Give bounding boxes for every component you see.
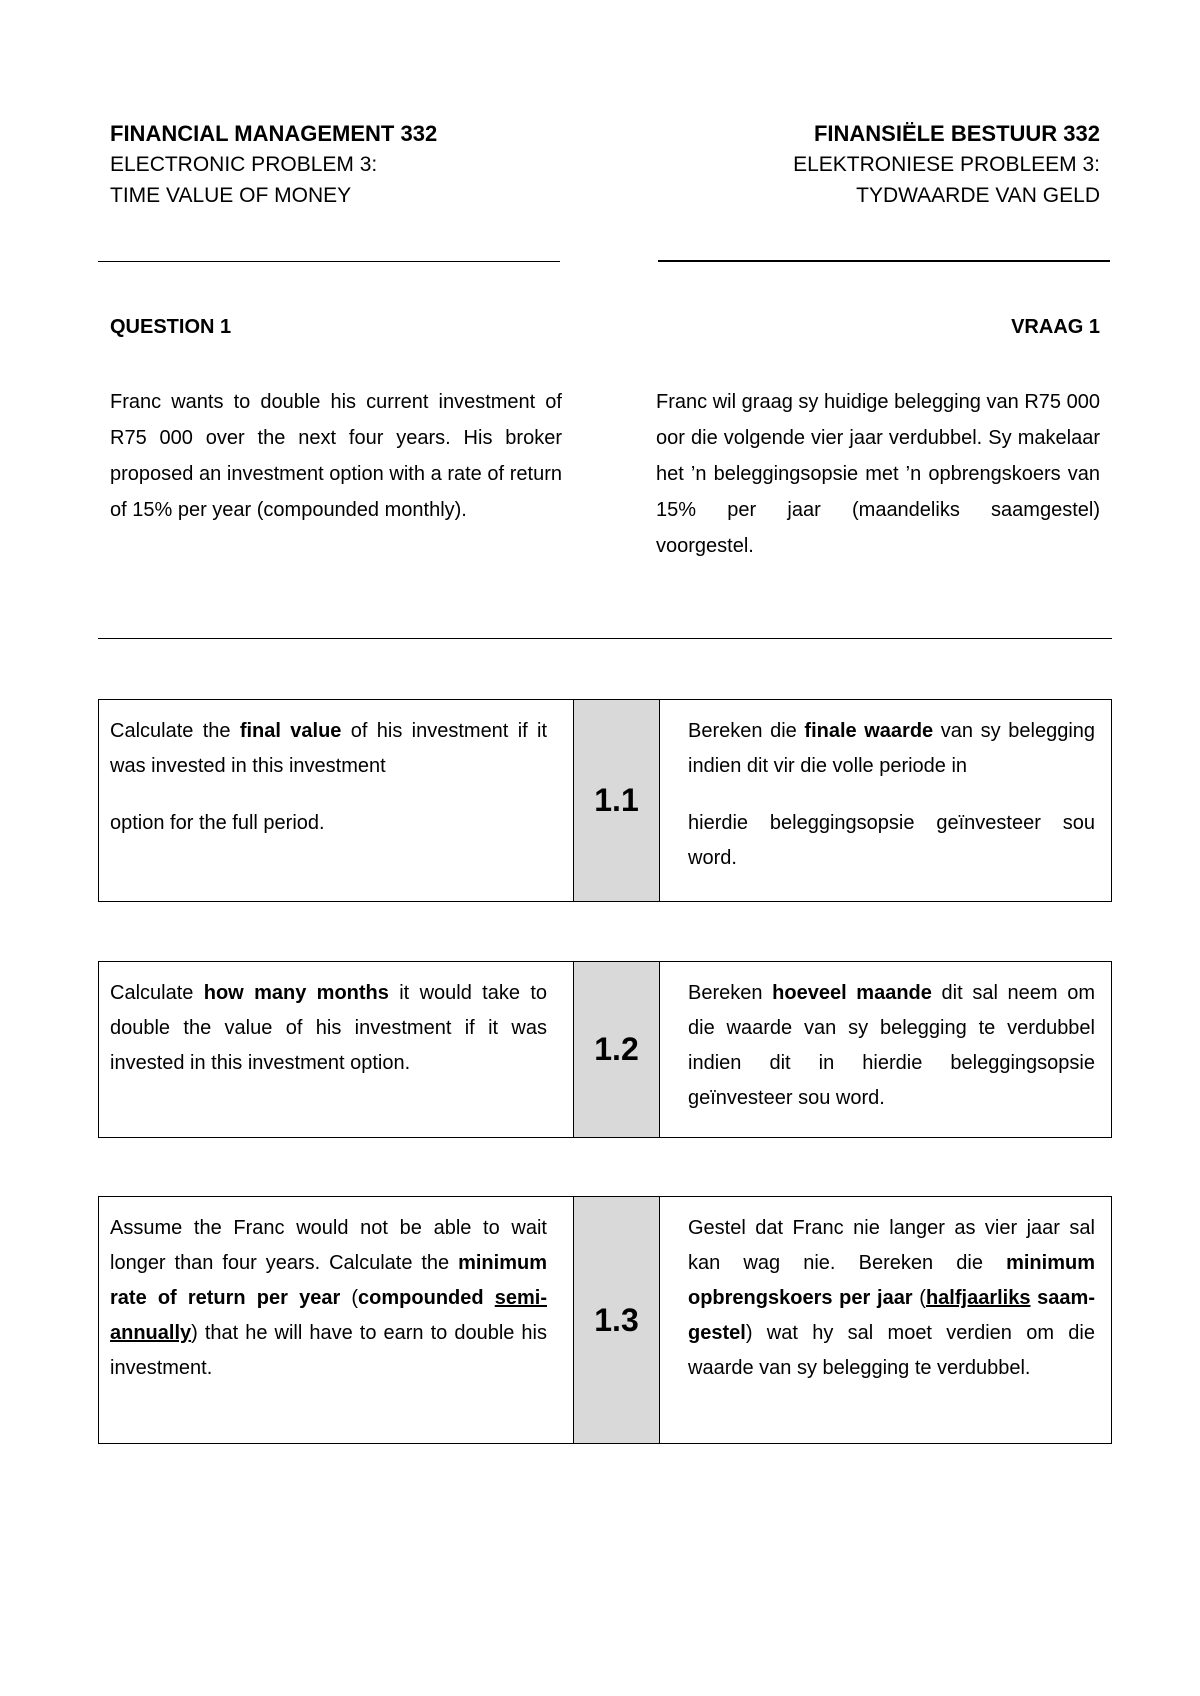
question-cell-en [99, 962, 574, 1137]
question-text-en: Assume the Franc would not be able to wait longer than four years. Calculate the minimum rate of return per year (compounded semi-annually) that he will have to earn to double his investment. [110, 1217, 547, 1379]
question-cell-en [99, 700, 574, 901]
question-text-en-cont: option for the full period. [110, 812, 325, 834]
question-cell-en [99, 1197, 574, 1443]
question-cell-af [660, 1197, 1111, 1443]
problem-title-en: ELECTRONIC PROBLEM 3: [110, 153, 378, 176]
question-text-en: Calculate how many months it would take to double the value of his investment if it was invested in this investment option. [110, 982, 548, 1074]
question-number: 1.2 [594, 1031, 639, 1067]
question-title-af: VRAAG 1 [1011, 316, 1100, 338]
course-title-en: FINANCIAL MANAGEMENT 332 [110, 121, 438, 146]
question-text-af: Franc wil graag sy huidige belegging van R75 000 oor die volgende vier jaar verdubbel. Sy makelaar het ’n beleggingsopsie met ’n opbrengskoers van 15% per jaar (maandeliks saamgestel) voorgestel. [656, 391, 1100, 557]
question-text-en: Franc wants to double his current investment of R75 000 over the next four years. His broker proposed an investment option with a rate of return of 15% per year (compounded monthly). [110, 391, 562, 521]
problem-title-af: ELEKTRONIESE PROBLEEM 3: [793, 153, 1100, 176]
topic-af: TYDWAARDE VAN GELD [856, 184, 1100, 207]
question-text-af: Gestel dat Franc nie langer as vier jaar sal kan wag nie. Bereken die minimum opbrengskoers per jaar (halfjaarliks saam-gestel) wat hy sal moet verdien om die waarde van sy belegging te verdubbel. [688, 1217, 1095, 1379]
question-number-cell [574, 962, 660, 1137]
question-text-en: Calculate the final value of his investment if it was invested in this investment [110, 720, 548, 777]
question-title-en: QUESTION 1 [110, 316, 232, 338]
question-number: 1.1 [594, 782, 639, 818]
question-cell-af [660, 700, 1111, 901]
question-number: 1.3 [594, 1301, 639, 1338]
question-text-af: Bereken die finale waarde van sy belegging indien dit vir die volle periode in [688, 720, 1096, 777]
section-rule [98, 638, 1112, 639]
header-left [110, 118, 590, 211]
question-box-1-2 [98, 961, 1112, 1138]
question-cell-af [660, 962, 1111, 1137]
header-right [620, 118, 1100, 211]
question-text-af-cont: hierdie beleggingsopsie geïnvesteer sou word. [688, 812, 1095, 869]
header-rule-left [98, 261, 560, 262]
question-box-1-3 [98, 1196, 1112, 1444]
question-number-cell [574, 700, 660, 901]
question-number-cell [574, 1197, 660, 1443]
header-rule-right [658, 260, 1110, 262]
topic-en: TIME VALUE OF MONEY [110, 184, 352, 207]
question-box-1-1 [98, 699, 1112, 902]
question-text-af: Bereken hoeveel maande dit sal neem om die waarde van sy belegging te verdubbel indien dit in hierdie beleggingsopsie geïnvesteer sou word. [688, 982, 1096, 1109]
course-title-af: FINANSIËLE BESTUUR 332 [813, 121, 1100, 146]
